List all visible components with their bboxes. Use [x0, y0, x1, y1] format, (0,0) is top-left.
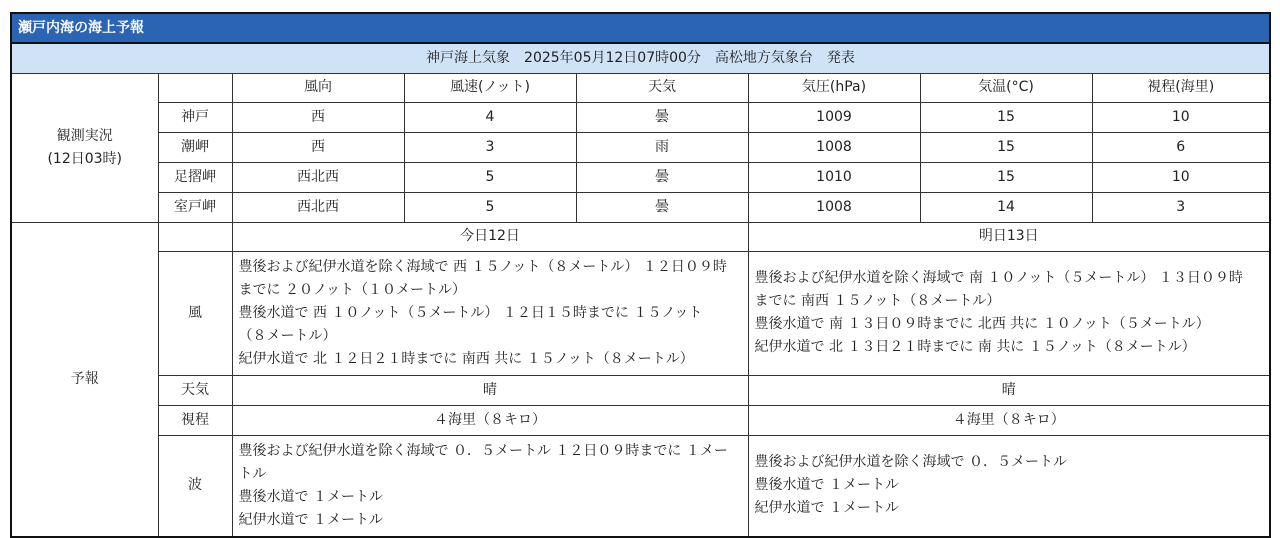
wave-today-line: 豊後および紀伊水道を除く海域で ０．５メートル １２日０９時までに １メー: [238, 442, 728, 459]
wind-today-line: 豊後および紀伊水道を除く海域で 西 １５ノット（８メートル） １２日０９時: [238, 258, 727, 275]
wind-tomorrow-line: 豊後水道で 南 １３日０９時までに 北西 共に １０ノット（５メートル）: [754, 316, 1210, 332]
station-header-blank: [158, 73, 232, 102]
table-row: [11, 435, 1270, 537]
col-header-pressure: 気圧(hPa): [748, 73, 920, 102]
col-header-wind-speed: 風速(ノット): [404, 73, 576, 102]
wind-today-line: 紀伊水道で 北 １２日２１時までに 南西 共に １５ノット（８メートル）: [238, 350, 694, 367]
wave-today-line: 紀伊水道で １メートル: [238, 511, 383, 528]
wave-tomorrow-line: 豊後水道で １メートル: [754, 477, 899, 493]
obs-pressure: 1008: [748, 192, 920, 222]
wind-label: 風: [158, 251, 232, 375]
obs-wind-direction: 西北西: [232, 192, 404, 222]
observation-label: 観測実況: [56, 127, 113, 144]
visibility-today: ４海里（８キロ）: [232, 405, 748, 435]
obs-weather: 曇: [576, 192, 748, 222]
obs-wind-speed: 5: [404, 162, 576, 192]
visibility-label: 視程: [158, 405, 232, 435]
table-row: [11, 162, 1270, 192]
wind-today-line: までに ２０ノット（１０メートル）: [238, 281, 466, 298]
weather-tomorrow: 晴: [748, 375, 1270, 405]
station-name: 足摺岬: [158, 162, 232, 192]
obs-wind-speed: 4: [404, 102, 576, 132]
station-name: 神戸: [158, 102, 232, 132]
forecast-day-today: 今日12日: [232, 222, 748, 251]
wave-today-line: 豊後水道で １メートル: [238, 488, 383, 505]
table-row: [11, 102, 1270, 132]
wave-forecast-today: [232, 435, 748, 537]
wind-forecast-tomorrow: [748, 251, 1270, 375]
table-row: [11, 192, 1270, 222]
page-title: 瀬戸内海の海上予報: [11, 13, 1270, 43]
obs-temperature: 15: [920, 132, 1092, 162]
obs-pressure: 1010: [748, 162, 920, 192]
col-header-temperature: 気温(°C): [920, 73, 1092, 102]
visibility-tomorrow: ４海里（８キロ）: [748, 405, 1270, 435]
table-row: [11, 132, 1270, 162]
forecast-section-label: 予報: [11, 222, 158, 537]
obs-pressure: 1009: [748, 102, 920, 132]
obs-temperature: 14: [920, 192, 1092, 222]
forecast-panel: [10, 12, 1269, 538]
forecast-day-tomorrow: 明日13日: [748, 222, 1270, 251]
table-row: [11, 405, 1270, 435]
wind-tomorrow-line: までに 南西 １５ノット（８メートル）: [754, 293, 1001, 309]
obs-pressure: 1008: [748, 132, 920, 162]
wave-label: 波: [158, 435, 232, 537]
obs-wind-speed: 3: [404, 132, 576, 162]
obs-wind-direction: 西北西: [232, 162, 404, 192]
obs-weather: 曇: [576, 102, 748, 132]
col-header-wind-direction: 風向: [232, 73, 404, 102]
station-name: 潮岬: [158, 132, 232, 162]
forecast-header-blank: [158, 222, 232, 251]
wave-tomorrow-line: 豊後および紀伊水道を除く海域で ０．５メートル: [754, 454, 1067, 470]
obs-temperature: 15: [920, 162, 1092, 192]
obs-visibility: 3: [1092, 192, 1270, 222]
obs-visibility: 10: [1092, 162, 1270, 192]
wind-tomorrow-line: 紀伊水道で 北 １３日２１時までに 南 共に １５ノット（８メートル）: [754, 339, 1196, 355]
col-header-weather: 天気: [576, 73, 748, 102]
table-row: [11, 251, 1270, 375]
wind-forecast-today: [232, 251, 748, 375]
obs-visibility: 6: [1092, 132, 1270, 162]
obs-weather: 曇: [576, 162, 748, 192]
wave-today-line: トル: [238, 465, 267, 482]
wind-today-line: 豊後水道で 西 １０ノット（５メートル） １２日１５時までに １５ノット: [238, 304, 703, 321]
obs-wind-speed: 5: [404, 192, 576, 222]
table-row: [11, 375, 1270, 405]
obs-temperature: 15: [920, 102, 1092, 132]
obs-wind-direction: 西: [232, 132, 404, 162]
issuance-info: 神戸海上気象 2025年05月12日07時00分 高松地方気象台 発表: [11, 43, 1270, 73]
col-header-visibility: 視程(海里): [1092, 73, 1270, 102]
forecast-table: [10, 12, 1271, 538]
obs-wind-direction: 西: [232, 102, 404, 132]
obs-visibility: 10: [1092, 102, 1270, 132]
observation-time: (12日03時): [47, 150, 123, 167]
station-name: 室戸岬: [158, 192, 232, 222]
wave-forecast-tomorrow: [748, 435, 1270, 537]
wind-today-line: （８メートル）: [238, 327, 337, 344]
observation-section-label: [11, 73, 158, 222]
wind-tomorrow-line: 豊後および紀伊水道を除く海域で 南 １０ノット（５メートル） １３日０９時: [754, 270, 1243, 286]
wave-tomorrow-line: 紀伊水道で １メートル: [754, 500, 899, 516]
weather-today: 晴: [232, 375, 748, 405]
obs-weather: 雨: [576, 132, 748, 162]
weather-label: 天気: [158, 375, 232, 405]
